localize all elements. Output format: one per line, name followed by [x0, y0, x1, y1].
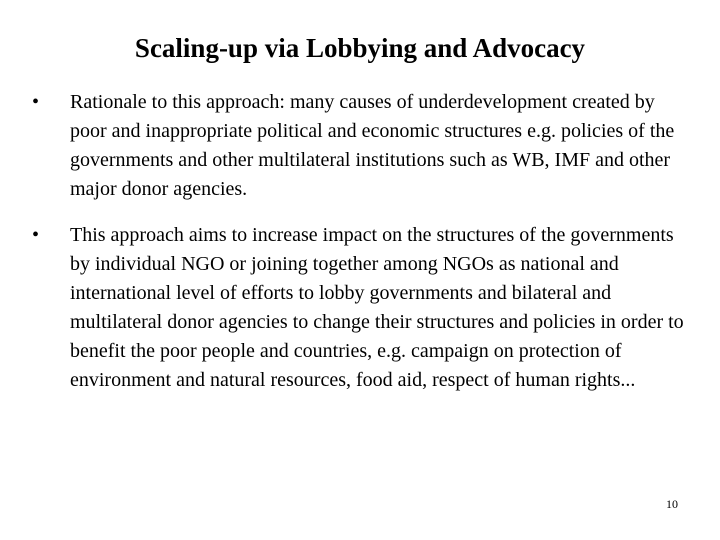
bullet-list	[0, 88, 720, 412]
bullet-text: This approach aims to increase impact on the structures of the governments by individual NGO or joining together among NGOs as national and international level of efforts to lobby governments and bilateral and multilateral donor agencies to change their structures and policies in order to benefit the poor people and countries, e.g. campaign on protection of environment and natural resources, food aid, respect of human rights...	[70, 224, 684, 391]
bullet-item-rationale	[0, 88, 720, 204]
slide-title: Scaling-up via Lobbying and Advocacy	[134, 33, 586, 63]
bullet-text: Rationale to this approach: many causes of underdevelopment created by poor and inappropriate political and economic structures e.g. policies of the governments and other multilateral institutions such as WB, IMF and other major donor agencies.	[70, 91, 675, 200]
bullet-marker-icon: •	[32, 224, 40, 246]
page-number: 10	[666, 497, 678, 511]
bullet-item-approach	[0, 221, 720, 395]
bullet-marker-icon: •	[32, 91, 40, 113]
